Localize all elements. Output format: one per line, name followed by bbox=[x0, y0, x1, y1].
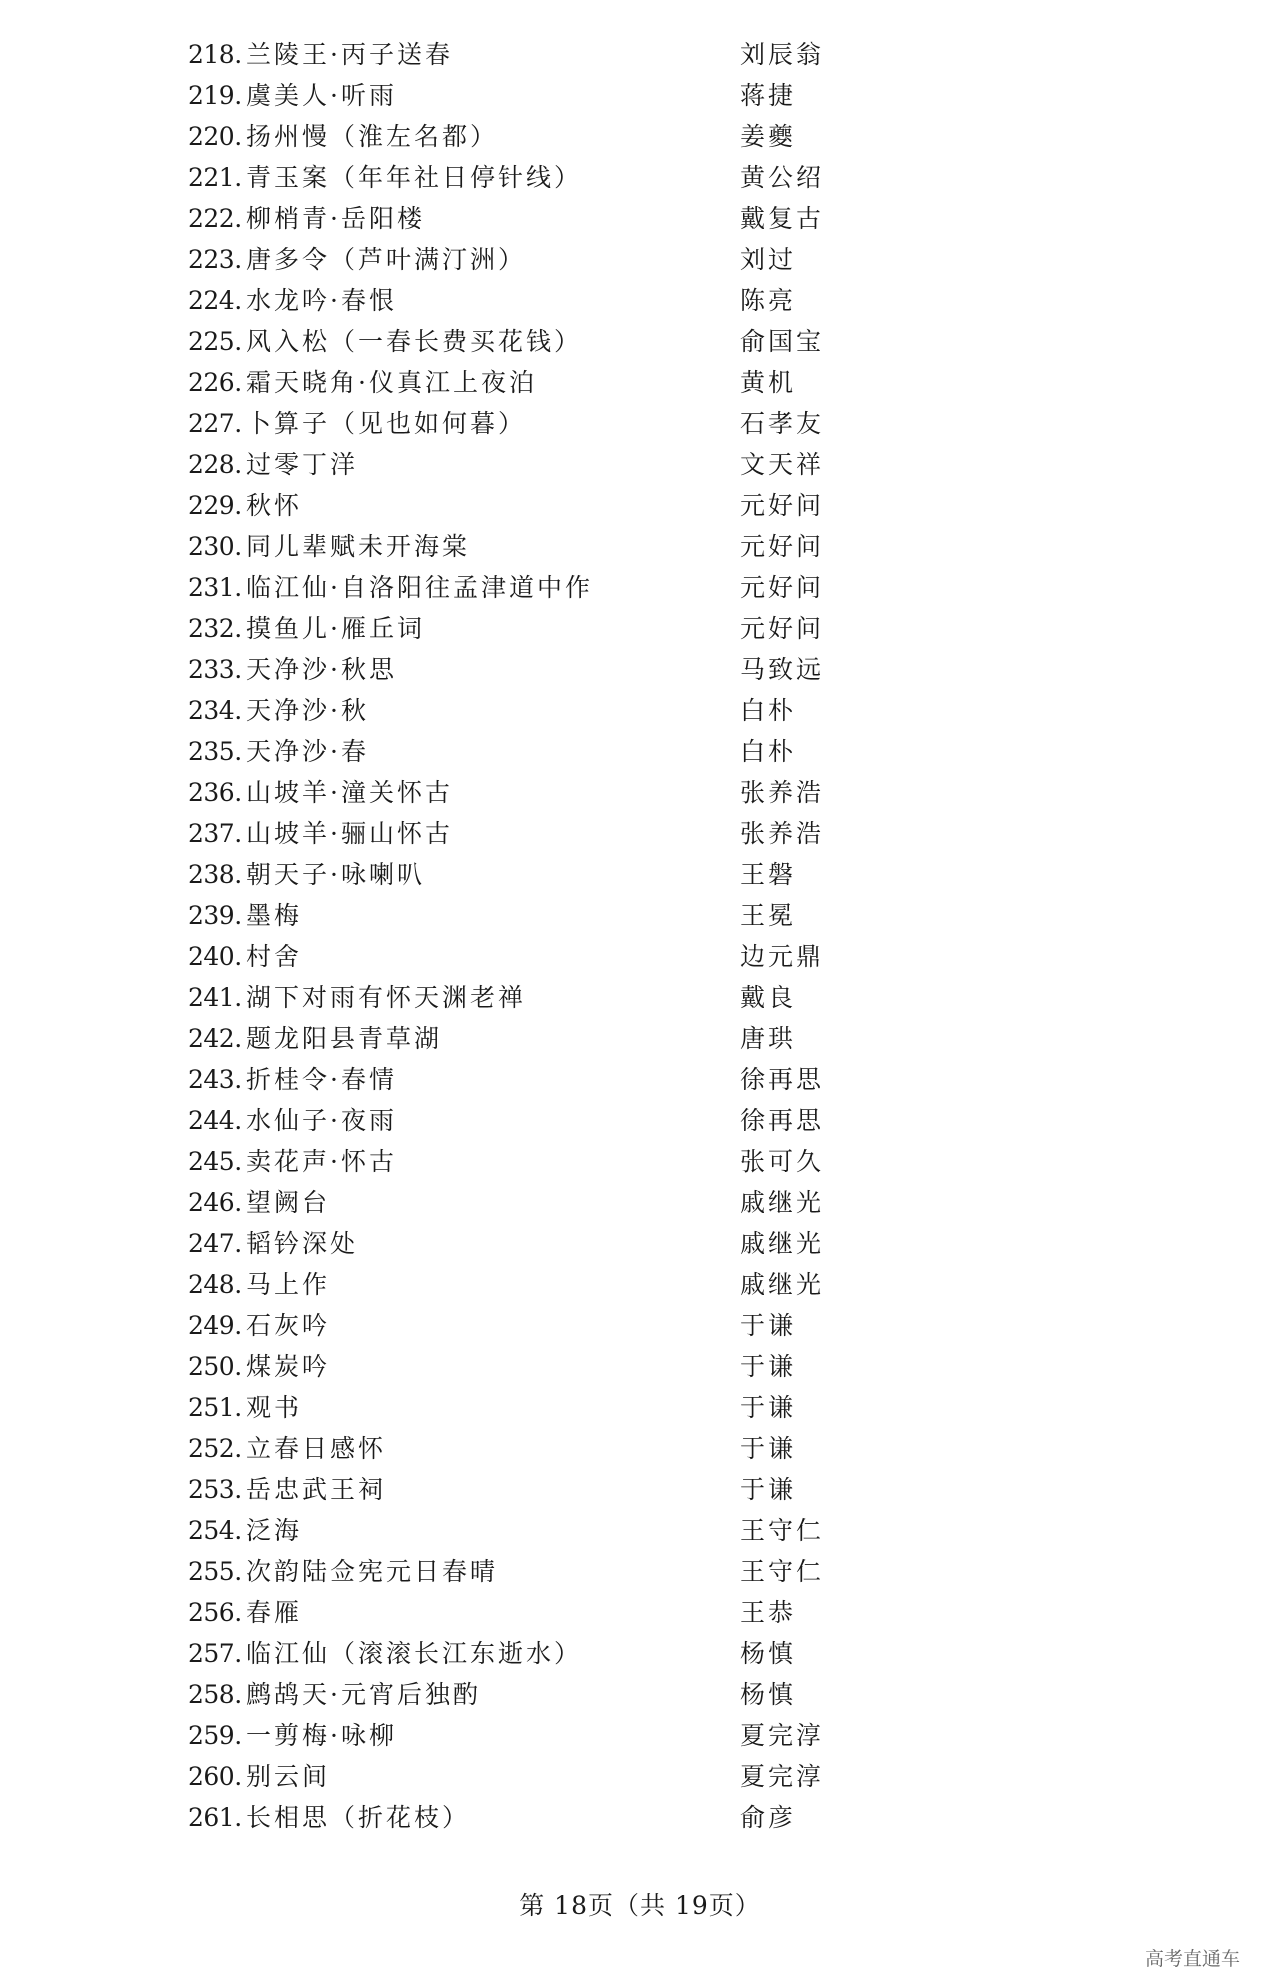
poem-author: 陈亮 bbox=[740, 286, 797, 315]
poem-title: 秋怀 bbox=[246, 491, 303, 520]
poem-title: 观书 bbox=[246, 1393, 303, 1422]
list-item bbox=[188, 1469, 888, 1510]
item-number: 225. bbox=[188, 327, 242, 356]
poem-author: 张养浩 bbox=[740, 819, 825, 848]
item-number: 247. bbox=[188, 1229, 242, 1258]
item-number: 232. bbox=[188, 614, 242, 643]
poem-title: 霜天晓角·仪真江上夜泊 bbox=[246, 368, 537, 397]
poem-author: 戚继光 bbox=[740, 1188, 825, 1217]
item-number: 223. bbox=[188, 245, 242, 274]
poem-title: 摸鱼儿·雁丘词 bbox=[246, 614, 425, 643]
poem-title: 天净沙·秋 bbox=[246, 696, 369, 725]
item-number: 249. bbox=[188, 1311, 242, 1340]
list-item bbox=[188, 1100, 888, 1141]
list-item bbox=[188, 1141, 888, 1182]
poem-title: 题龙阳县青草湖 bbox=[246, 1024, 443, 1053]
item-number: 228. bbox=[188, 450, 242, 479]
list-item bbox=[188, 526, 888, 567]
item-number: 240. bbox=[188, 942, 242, 971]
item-number: 239. bbox=[188, 901, 242, 930]
list-item bbox=[188, 690, 888, 731]
poem-title: 风入松（一春长费买花钱） bbox=[246, 327, 583, 356]
item-number: 252. bbox=[188, 1434, 242, 1463]
poem-title: 临江仙·自洛阳往孟津道中作 bbox=[246, 573, 593, 602]
poem-author: 石孝友 bbox=[740, 409, 825, 438]
poem-title: 湖下对雨有怀天渊老禅 bbox=[246, 983, 527, 1012]
poem-title: 次韵陆佥宪元日春晴 bbox=[246, 1557, 499, 1586]
item-number: 233. bbox=[188, 655, 242, 684]
item-number: 243. bbox=[188, 1065, 242, 1094]
list-item bbox=[188, 1510, 888, 1551]
item-number: 241. bbox=[188, 983, 242, 1012]
poem-title: 村舍 bbox=[246, 942, 303, 971]
list-item bbox=[188, 1223, 888, 1264]
poem-author: 戚继光 bbox=[740, 1229, 825, 1258]
poem-author: 杨慎 bbox=[740, 1680, 797, 1709]
item-number: 238. bbox=[188, 860, 242, 889]
poem-list bbox=[188, 34, 888, 1838]
list-item bbox=[188, 485, 888, 526]
poem-title: 兰陵王·丙子送春 bbox=[246, 40, 453, 69]
item-number: 218. bbox=[188, 40, 242, 69]
item-number: 230. bbox=[188, 532, 242, 561]
item-number: 219. bbox=[188, 81, 242, 110]
poem-title: 同儿辈赋未开海棠 bbox=[246, 532, 471, 561]
list-item bbox=[188, 1059, 888, 1100]
poem-title: 山坡羊·骊山怀古 bbox=[246, 819, 453, 848]
list-item bbox=[188, 854, 888, 895]
item-number: 257. bbox=[188, 1639, 242, 1668]
list-item bbox=[188, 1633, 888, 1674]
poem-title: 水仙子·夜雨 bbox=[246, 1106, 397, 1135]
poem-author: 刘辰翁 bbox=[740, 40, 825, 69]
list-item bbox=[188, 1018, 888, 1059]
poem-title: 泛海 bbox=[246, 1516, 303, 1545]
item-number: 254. bbox=[188, 1516, 242, 1545]
poem-author: 俞彦 bbox=[740, 1803, 797, 1832]
poem-title: 天净沙·春 bbox=[246, 737, 369, 766]
item-number: 237. bbox=[188, 819, 242, 848]
poem-author: 姜夔 bbox=[740, 122, 797, 151]
list-item bbox=[188, 1715, 888, 1756]
item-number: 251. bbox=[188, 1393, 242, 1422]
watermark-text: 高考直通车 bbox=[1144, 1948, 1240, 1970]
poem-author: 俞国宝 bbox=[740, 327, 825, 356]
poem-author: 黄机 bbox=[740, 368, 797, 397]
list-item bbox=[188, 567, 888, 608]
list-item bbox=[188, 1756, 888, 1797]
poem-author: 边元鼎 bbox=[740, 942, 825, 971]
poem-author: 戴良 bbox=[740, 983, 797, 1012]
poem-author: 于谦 bbox=[740, 1311, 797, 1340]
poem-title: 山坡羊·潼关怀古 bbox=[246, 778, 453, 807]
poem-author: 元好问 bbox=[740, 532, 825, 561]
poem-author: 于谦 bbox=[740, 1475, 797, 1504]
list-item bbox=[188, 403, 888, 444]
item-number: 255. bbox=[188, 1557, 242, 1586]
poem-title: 临江仙（滚滚长江东逝水） bbox=[246, 1639, 583, 1668]
poem-title: 鹧鸪天·元宵后独酌 bbox=[246, 1680, 481, 1709]
poem-author: 徐再思 bbox=[740, 1106, 825, 1135]
poem-author: 王恭 bbox=[740, 1598, 797, 1627]
list-item bbox=[188, 895, 888, 936]
list-item bbox=[188, 936, 888, 977]
item-number: 236. bbox=[188, 778, 242, 807]
item-number: 244. bbox=[188, 1106, 242, 1135]
poem-title: 春雁 bbox=[246, 1598, 303, 1627]
list-item bbox=[188, 280, 888, 321]
poem-title: 长相思（折花枝） bbox=[246, 1803, 471, 1832]
poem-author: 张养浩 bbox=[740, 778, 825, 807]
poem-author: 元好问 bbox=[740, 614, 825, 643]
poem-author: 文天祥 bbox=[740, 450, 825, 479]
item-number: 226. bbox=[188, 368, 242, 397]
list-item bbox=[188, 34, 888, 75]
poem-title: 韬钤深处 bbox=[246, 1229, 359, 1258]
poem-author: 于谦 bbox=[740, 1393, 797, 1422]
item-number: 246. bbox=[188, 1188, 242, 1217]
list-item bbox=[188, 116, 888, 157]
poem-author: 王冕 bbox=[740, 901, 797, 930]
item-number: 261. bbox=[188, 1803, 242, 1832]
poem-author: 王磐 bbox=[740, 860, 797, 889]
list-item bbox=[188, 239, 888, 280]
poem-title: 朝天子·咏喇叭 bbox=[246, 860, 425, 889]
list-item bbox=[188, 772, 888, 813]
poem-title: 水龙吟·春恨 bbox=[246, 286, 397, 315]
list-item bbox=[188, 157, 888, 198]
list-item bbox=[188, 1346, 888, 1387]
poem-title: 卖花声·怀古 bbox=[246, 1147, 397, 1176]
list-item bbox=[188, 75, 888, 116]
list-item bbox=[188, 1674, 888, 1715]
list-item bbox=[188, 1797, 888, 1838]
poem-title: 马上作 bbox=[246, 1270, 331, 1299]
item-number: 248. bbox=[188, 1270, 242, 1299]
poem-title: 折桂令·春情 bbox=[246, 1065, 397, 1094]
poem-title: 别云间 bbox=[246, 1762, 331, 1791]
poem-author: 唐珙 bbox=[740, 1024, 797, 1053]
list-item bbox=[188, 1387, 888, 1428]
poem-author: 元好问 bbox=[740, 491, 825, 520]
list-item bbox=[188, 1264, 888, 1305]
poem-title: 立春日感怀 bbox=[246, 1434, 387, 1463]
poem-author: 元好问 bbox=[740, 573, 825, 602]
poem-author: 夏完淳 bbox=[740, 1721, 825, 1750]
poem-author: 白朴 bbox=[740, 737, 797, 766]
list-item bbox=[188, 649, 888, 690]
item-number: 231. bbox=[188, 573, 242, 602]
poem-author: 刘过 bbox=[740, 245, 797, 274]
poem-author: 黄公绍 bbox=[740, 163, 825, 192]
item-number: 229. bbox=[188, 491, 242, 520]
poem-title: 墨梅 bbox=[246, 901, 303, 930]
list-item bbox=[188, 1428, 888, 1469]
item-number: 260. bbox=[188, 1762, 242, 1791]
poem-author: 夏完淳 bbox=[740, 1762, 825, 1791]
page-number-footer: 第 18页（共 19页） bbox=[519, 1891, 761, 1920]
poem-title: 扬州慢（淮左名都） bbox=[246, 122, 499, 151]
item-number: 259. bbox=[188, 1721, 242, 1750]
poem-author: 杨慎 bbox=[740, 1639, 797, 1668]
list-item bbox=[188, 813, 888, 854]
item-number: 220. bbox=[188, 122, 242, 151]
list-item bbox=[188, 1592, 888, 1633]
poem-author: 白朴 bbox=[740, 696, 797, 725]
poem-title: 唐多令（芦叶满汀洲） bbox=[246, 245, 527, 274]
item-number: 258. bbox=[188, 1680, 242, 1709]
poem-title: 一剪梅·咏柳 bbox=[246, 1721, 397, 1750]
poem-author: 戴复古 bbox=[740, 204, 825, 233]
poem-title: 柳梢青·岳阳楼 bbox=[246, 204, 425, 233]
item-number: 222. bbox=[188, 204, 242, 233]
item-number: 224. bbox=[188, 286, 242, 315]
poem-title: 虞美人·听雨 bbox=[246, 81, 397, 110]
poem-title: 岳忠武王祠 bbox=[246, 1475, 387, 1504]
poem-author: 徐再思 bbox=[740, 1065, 825, 1094]
list-item bbox=[188, 1305, 888, 1346]
list-item bbox=[188, 1182, 888, 1223]
list-item bbox=[188, 731, 888, 772]
poem-author: 马致远 bbox=[740, 655, 825, 684]
item-number: 253. bbox=[188, 1475, 242, 1504]
poem-author: 张可久 bbox=[740, 1147, 825, 1176]
item-number: 256. bbox=[188, 1598, 242, 1627]
poem-title: 天净沙·秋思 bbox=[246, 655, 397, 684]
item-number: 250. bbox=[188, 1352, 242, 1381]
poem-title: 卜算子（见也如何暮） bbox=[246, 409, 527, 438]
poem-author: 王守仁 bbox=[740, 1557, 825, 1586]
list-item bbox=[188, 1551, 888, 1592]
poem-author: 于谦 bbox=[740, 1434, 797, 1463]
item-number: 221. bbox=[188, 163, 242, 192]
list-item bbox=[188, 444, 888, 485]
list-item bbox=[188, 608, 888, 649]
item-number: 242. bbox=[188, 1024, 242, 1053]
item-number: 234. bbox=[188, 696, 242, 725]
poem-author: 戚继光 bbox=[740, 1270, 825, 1299]
list-item bbox=[188, 321, 888, 362]
list-item bbox=[188, 977, 888, 1018]
poem-author: 于谦 bbox=[740, 1352, 797, 1381]
poem-title: 煤炭吟 bbox=[246, 1352, 331, 1381]
poem-title: 石灰吟 bbox=[246, 1311, 331, 1340]
poem-author: 蒋捷 bbox=[740, 81, 797, 110]
poem-author: 王守仁 bbox=[740, 1516, 825, 1545]
item-number: 227. bbox=[188, 409, 242, 438]
poem-title: 过零丁洋 bbox=[246, 450, 359, 479]
list-item bbox=[188, 362, 888, 403]
poem-title: 望阙台 bbox=[246, 1188, 331, 1217]
item-number: 235. bbox=[188, 737, 242, 766]
item-number: 245. bbox=[188, 1147, 242, 1176]
poem-title: 青玉案（年年社日停针线） bbox=[246, 163, 583, 192]
list-item bbox=[188, 198, 888, 239]
